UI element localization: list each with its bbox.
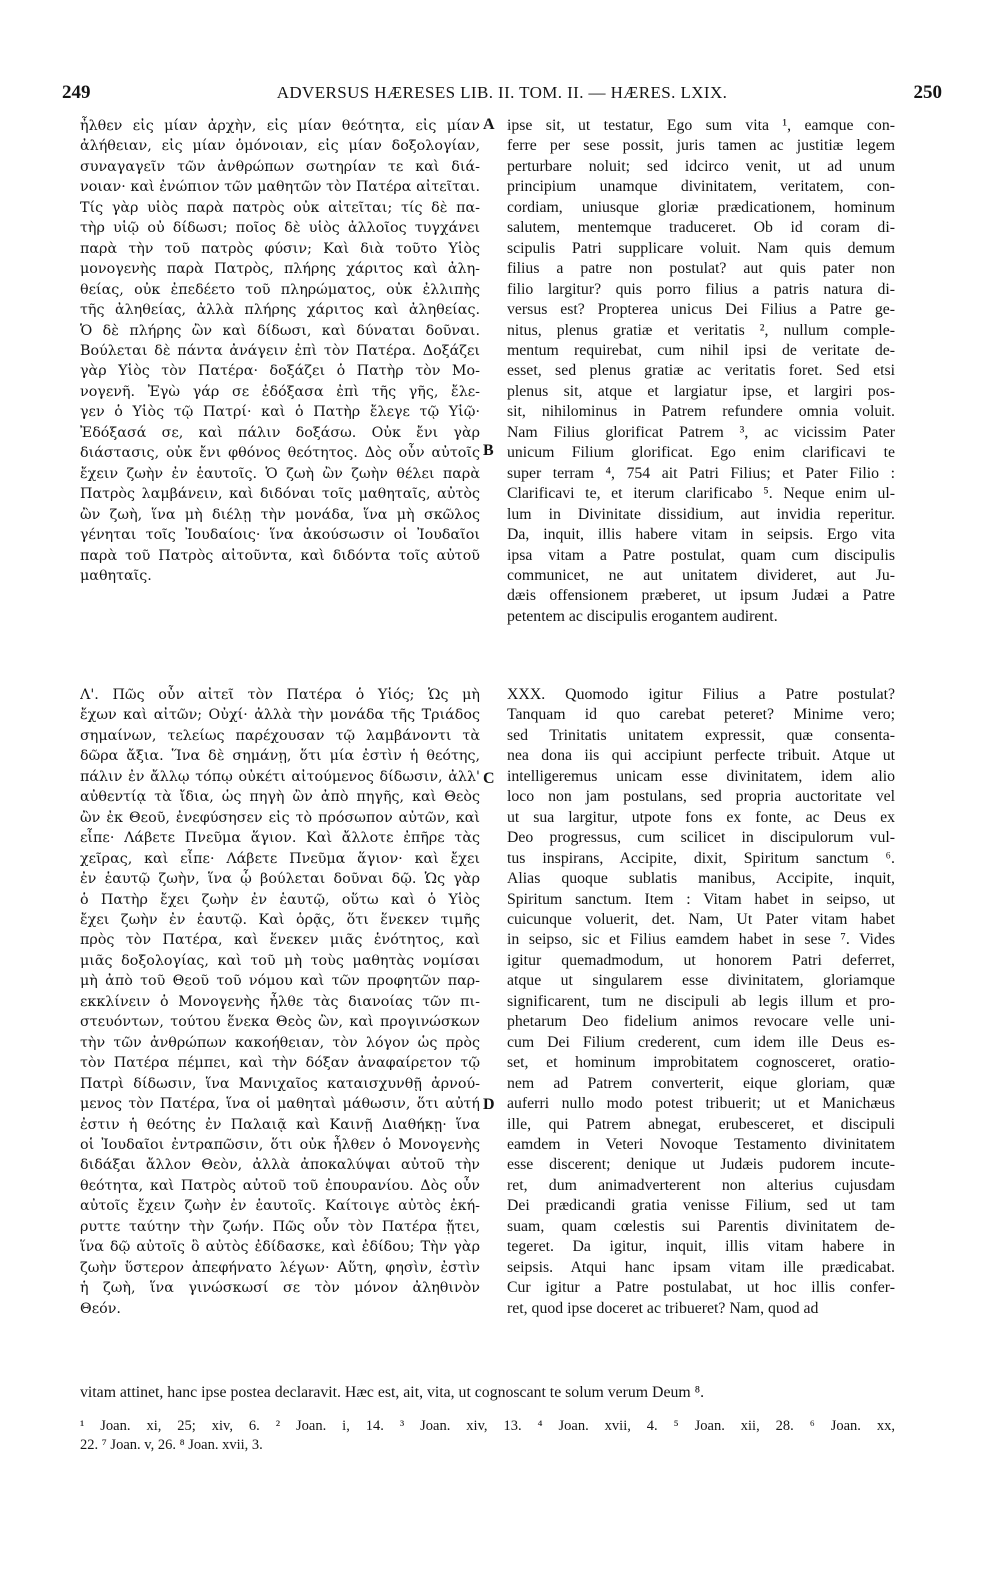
margin-letter-d: D (483, 1096, 495, 1113)
text-line: cordiam, uniusque gloriæ prædicationem, hominum (507, 198, 895, 216)
text-line: αὐθεντίᾳ τὰ ἴδια, ὡς πηγὴ ὢν ἀπὸ πηγῆς, καὶ Θεὸς (80, 789, 480, 806)
text-line: versus est? Propterea unicus Dei Filius a Patre ge- (507, 301, 895, 319)
text-line: ret, quod ipse doceret ac tribueret? Nam, quod ad (507, 1299, 819, 1317)
text-line: XXX. Quomodo igitur Filius a Patre postulat? (507, 686, 895, 703)
text-line: plenus sit, atque et largiatur ipse, et largiri pos- (507, 382, 895, 400)
text-line: sed Trinitatis unitatem expressit, quæ consenta- (507, 726, 895, 744)
text-line: ἵνα δῷ αὐτοῖς ὃ αὐτὸς ἐδίδασκε, καὶ ἐδίδου; Τὴν γὰρ (80, 1239, 480, 1256)
text-line: Πατρὸς λαμβάνειν, καὶ διδόναι τοῖς μαθηταῖς, αὐτὸς (80, 486, 480, 503)
text-line: ἐν ἑαυτῷ ζωὴν, ἵνα ᾧ βούλεται δοῦναι δῷ. Ὡς γὰρ (80, 871, 480, 888)
text-line: ille, qui Patrem abnegat, erubesceret, et discipuli (507, 1115, 895, 1133)
text-line: principium unamque divinitatem, veritatem, con- (507, 178, 895, 196)
text-line: μενος τὸν Πατέρα, ἵνα οἱ μαθηταὶ μάθωσιν, ὅτι αὐτή (80, 1096, 480, 1113)
text-line: Λ'. Πῶς οὖν αἰτεῖ τὸν Πατέρα ὁ Υἱός; Ὡς μὴ (80, 687, 480, 703)
text-line: ipse sit, ut testatur, Ego sum vita ¹, eamque con- (507, 117, 895, 134)
text-line: ἡ ζωὴ, ἵνα γινώσκωσί σε τὸν μόνον ἀληθινὸν (80, 1280, 480, 1297)
text-line: nea dona iis qui accipiunt perfecte tribuit. Atque ut (507, 747, 895, 765)
text-line: στευόντων, τούτου ἕνεκα Θεὸς ὢν, καὶ προγινώσκων (80, 1014, 480, 1031)
text-line: διάστασις, οὐκ ἔνι φθόνος θεότητος. Δὸς οὖν αὐτοῖς (80, 445, 480, 462)
text-line: 22. ⁷ Joan. v, 26. ⁸ Joan. xvii, 3. (80, 1437, 263, 1453)
text-line: εκκλίνειν ὁ Μονογενὴς ἦλθε τὰς διανοίας τῶν πι- (80, 993, 480, 1010)
footnotes (80, 1417, 895, 1455)
text-line: γένηται τοῖς Ἰουδαίοις· ἵνα ἀκούσωσιν οἱ Ἰουδαῖοι (80, 527, 480, 544)
text-line: μαθηταῖς. (80, 567, 152, 584)
text-line: εἶπε· Λάβετε Πνεῦμα ἅγιον. Καὶ ἄλλοτε ἐπῆρε τὰς (80, 830, 480, 847)
margin-letter-a: A (483, 116, 495, 133)
text-line: esse discerent; denique ut Judæis pudorem incute- (507, 1156, 895, 1174)
text-line: συναγαγεῖν τῶν ἀνθρώπων σωτηρίαν τε καὶ διά- (80, 158, 480, 175)
text-line: ut sua largitur, utpote fons ex fonte, ac Deus ex (507, 808, 895, 826)
text-line: salutem, mentemque traduceret. Ob id coram di- (507, 219, 895, 237)
page-number-left: 249 (62, 82, 91, 103)
text-line: ἔχων καὶ αἰτῶν; Οὐχί· ἀλλὰ τὴν μονάδα τῆς Τριάδος (80, 707, 480, 724)
text-line: Nam Filius glorificat Patrem ³, ac vicissim Pater (507, 423, 895, 441)
latin-column-block-2 (507, 685, 895, 1319)
text-line: ¹ Joan. xi, 25; xiv, 6. ² Joan. i, 14. ³ Joan. xiv, 13. ⁴ Joan. xvii, 4. ⁵ Joan. xii, 28. ⁶ Joan. xx, (80, 1418, 895, 1434)
text-line: σημαίνων, τελείως παρέχουσαν τῷ λαμβάνοντι τὰ (80, 727, 480, 744)
text-line: Alias quoque sublatis manibus, Accipite, inquit, (507, 870, 895, 888)
text-line: ἔχειν ζωὴν ἐν ἑαυτοῖς. Ὁ ζωὴ ὢν ζωὴν θέλει παρὰ (80, 465, 480, 482)
text-line: μονογενὴς παρὰ Πατρὸς, πλήρης χάριτος καὶ ἀλη- (80, 261, 480, 278)
text-line: παρὰ τὴν τοῦ πατρὸς φύσιν; Καὶ διὰ τοῦτο Υἱὸς (80, 240, 480, 257)
text-line: communicet, ne aut unitatem divideret, aut Ju- (507, 566, 895, 584)
text-line: set, et hominum improbitatem cognosceret, oratio- (507, 1054, 895, 1072)
text-line: τὸν Πατέρα πέμπει, καὶ τὴν δόξαν ἀναφαίρετον τῷ (80, 1055, 480, 1072)
text-line: ὁ Πατὴρ ἔχει ζωὴν ἐν ἑαυτῷ, οὕτω καὶ ὁ Υἱὸς (80, 891, 480, 908)
text-line: significarent, tum ne discipuli ab legis illum et pro- (507, 992, 895, 1010)
text-line: lum in Divinitate dissidium, aut invidia reperitur. (507, 505, 895, 523)
text-line: νοιαν· καὶ ἐνώπιον τῶν μαθητῶν τὸν Πατέρα αἰτεῖται. (80, 179, 480, 196)
text-line: ἔχει ζωὴν ἐν ἑαυτῷ. Καὶ ὁρᾷς, ὅτι ἕνεκεν τιμῆς (80, 911, 480, 928)
text-line: super terram ⁴, 754 ait Patri Filius; et Pater Filio : (507, 464, 895, 482)
text-line: Πατρὶ δίδωσιν, ἵνα Μανιχαῖος καταισχυνθῇ ἀρνού- (80, 1075, 480, 1092)
greek-column-block-1 (80, 116, 480, 586)
text-line: Ἐδόξασά σε, καὶ πάλιν δοξάσω. Οὐκ ἔνι γὰρ (80, 424, 480, 441)
text-line: νογενῆ. Ἐγὼ γάρ σε ἐδόξασα ἐπὶ τῆς γῆς, ἔλε- (80, 383, 480, 400)
text-line: διδάξαι ἄλλον Θεὸν, ἀλλὰ ἀποκαλύψαι αὐτοῦ τὴν (80, 1157, 480, 1174)
text-line: αὐτοῖς ἔχειν ζωὴν ἐν ἑαυτοῖς. Καίτοιγε αὐτὸς ἐκή- (80, 1198, 480, 1215)
running-head (62, 82, 942, 108)
margin-letter-b: B (483, 442, 494, 459)
latin-column-block-1 (507, 116, 895, 627)
text-line: Τίς γὰρ υἱὸς παρὰ πατρὸς οὐκ αἰτεῖται; τίς δὲ πα- (80, 199, 480, 216)
text-line: τῆς ἀληθείας, ἀλλὰ πλήρης χάριτος καὶ ἀληθείας. (80, 302, 480, 319)
text-line: ζωὴν ὕστερον ἀπεφήνατο λέγων· Αὕτη, φησὶν, ἐστὶν (80, 1259, 480, 1276)
text-line: πάλιν ἐν ἄλλῳ τόπῳ οὐκέτι αἰτούμενος δίδωσιν, ἀλλ' (80, 768, 480, 785)
text-line: πρὸς τὸν Πατέρα, καὶ ἕνεκεν μιᾶς ἑνότητος, καὶ (80, 932, 480, 949)
text-line: igitur quemadmodum, ut honorem Patri deferret, (507, 951, 895, 969)
text-line: θεότητα, καὶ Πατρὸς αὐτοῦ τοῦ ἐπουρανίου. Δὸς οὖν (80, 1177, 480, 1194)
text-line: θείας, οὐκ ἐπεδέετο τοῦ πληρώματος, οὐκ ἐλλιπὴς (80, 281, 480, 298)
text-line: χεῖρας, καὶ εἶπε· Λάβετε Πνεῦμα ἅγιον· καὶ ἔχει (80, 850, 480, 867)
text-line: ipsa vitam a Patre postulat, quam cum discipulis (507, 546, 895, 564)
text-line: sit, nihilominus in Patrem refundere omnia voluit. (507, 403, 895, 421)
text-line: perturbare noluit; sed idcirco venit, ut ad unum (507, 157, 895, 175)
text-line: unicum Filium glorificat. Ego enim clarificavi te (507, 444, 895, 462)
text-line: atque ut singularem esse divinitatem, gloriamque (507, 972, 895, 990)
text-line: cuicunque voluerit, det. Nam, Ut Pater vitam habet (507, 910, 895, 928)
text-line: cum Dei Filium crederent, cum idem ille Deus es- (507, 1033, 895, 1051)
text-line: nitus, plenus gratiæ et veritatis ², nullum comple- (507, 321, 895, 339)
text-line: Βούλεται δὲ πάντα ἀνάγειν ἐπὶ τὸν Πατέρα. Δοξάζει (80, 342, 480, 359)
text-line: mentum requirebat, cum nihil ipsi de veritate de- (507, 341, 895, 359)
text-line: Cur igitur a Patre postulabat, ut hoc illis confer- (507, 1279, 895, 1297)
text-line: tegeret. Da igitur, inquit, illis vitam habere in (507, 1238, 895, 1256)
text-line: filio largitur? quis porro filius a patris natura di- (507, 280, 895, 298)
text-line: ἐστιν ἡ θεότης ἐν Παλαιᾷ καὶ Καινῇ Διαθήκῃ· ἵνα (80, 1116, 480, 1133)
text-line: μιᾶς δοξολογίας, καὶ τοῦ μὴ τοὺς μαθητὰς νομίσαι (80, 952, 480, 969)
text-line: μὴ ἀπὸ τοῦ Θεοῦ τοῦ νόμου καὶ τῶν προφητῶν παρ- (80, 973, 480, 990)
text-line: scipulis Patri supplicare voluit. Nam quis demum (507, 239, 895, 257)
text-line: eamdem in Veteri Novoque Testamento divinitatem (507, 1135, 895, 1153)
text-line: Θεόν. (80, 1300, 121, 1317)
text-line: ἦλθεν εἰς μίαν ἀρχὴν, εἰς μίαν θεότητα, εἰς μίαν (80, 118, 480, 134)
text-line: οἱ Ἰουδαῖοι ἐντραπῶσιν, ὅτι οὐκ ἦλθεν ὁ Μονογενὴς (80, 1136, 480, 1153)
text-line: ἀλήθειαν, εἰς μίαν ὁμόνοιαν, εἰς μίαν δοξολογίαν, (80, 138, 480, 155)
text-line: petentem ac discipulis erogantem audirent. (507, 607, 778, 625)
text-line: auferri nullo modo potest tribuerit; ut et Manichæus (507, 1095, 895, 1113)
text-line: Clarificavi te, et iterum clarificabo ⁵. Neque enim ul- (507, 485, 895, 503)
margin-letter-c: C (483, 770, 495, 787)
text-line: Tanquam id quo carebat peteret? Minime vero; (507, 706, 895, 724)
text-line: γεν ὁ Υἱὸς τῷ Πατρί· καὶ ὁ Πατὴρ ἔλεγε τῷ Υἱῷ· (80, 404, 480, 421)
text-line: ὢν ἐκ Θεοῦ, ἐνεφύσησεν εἰς τὸ πρόσωπον αὐτῶν, καὶ (80, 809, 480, 826)
text-line: esset, sed plenus gratiæ ac veritatis foret. Sed etsi (507, 362, 895, 380)
text-line: ὢν ζωὴ, ἵνα μὴ διέλῃ τὴν μονάδα, ἵνα μὴ σκῶλος (80, 506, 480, 523)
text-line: γὰρ Υἱὸς τὸν Πατέρα· δοξάζει ὁ Πατὴρ τὸν Μο- (80, 363, 480, 380)
text-line: seipsis. Atqui hanc ipsam vitam ille prædicabat. (507, 1258, 895, 1276)
text-line: filius a patre non postulat? aut quis pater non (507, 260, 895, 278)
text-line: suam, quam cœlestis sui Parentis divinitatem de- (507, 1217, 895, 1235)
text-line: Da, inquit, illis habere vitam in seipsis. Ergo vita (507, 526, 895, 544)
text-line: Deo progressus, cum scilicet in discipulorum vul- (507, 829, 895, 847)
running-title: ADVERSUS HÆRESES LIB. II. TOM. II. — HÆRES. LXIX. (276, 83, 728, 102)
text-line: τὴν τῶν ἀνθρώπων κακοήθειαν, τὸν λόγον ὡς πρὸς (80, 1034, 480, 1051)
text-line: nem ad Patrem converterit, eique gloriam, quæ (507, 1074, 895, 1092)
text-line: ρυττε ταύτην τὴν ζωήν. Πῶς οὖν τὸν Πατέρα ᾔτει, (80, 1218, 480, 1235)
text-line: ret, dum animadverterent non alterius cujusdam (507, 1176, 895, 1194)
text-line: loco non jam postulans, sed propria auctoritate vel (507, 788, 895, 806)
text-line: tus inspirans, Accipite, dixit, Spiritum sanctum ⁶. (507, 849, 895, 867)
text-line: Dei prædicandi gratia venisse Filium, sed ut tam (507, 1197, 895, 1215)
text-line: Spiritum sanctum. Item : Vitam habet in seipso, ut (507, 890, 895, 908)
text-line: παρὰ τοῦ Πατρὸς αἰτοῦντα, καὶ διδόντα τοῖς αὐτοῦ (80, 547, 480, 564)
text-line: dæis offensionem præberet, ut ipsum Judæi a Patre (507, 587, 895, 605)
latin-full-width-line: vitam attinet, hanc ipse postea declaravit. Hæc est, ait, vita, ut cognoscant te solum verum Deum ⁸. (80, 1384, 705, 1401)
page-number-right: 250 (913, 82, 942, 103)
text-line: phetarum Deo fidelium animos revocare velle uni- (507, 1013, 895, 1031)
text-line: Ὁ δὲ πλήρης ὢν καὶ δίδωσι, καὶ δύναται δοῦναι. (80, 322, 480, 339)
greek-column-block-2 (80, 685, 480, 1319)
text-line: in seipso, sic et Filius eamdem habet in sese ⁷. Vides (507, 931, 895, 949)
text-line: ferre per sese possit, juris tamen ac justitiæ legem (507, 137, 895, 155)
text-line: intelligeremus unicam esse divinitatem, idem alio (507, 767, 895, 785)
text-line: τὴρ υἱῷ οὐ δίδωσι; ποῖος δὲ υἱὸς ἀλλοῖος τυγχάνει (80, 220, 480, 237)
text-line: δῶρα ἄξια. Ἵνα δὲ σημάνῃ, ὅτι μία ἐστὶν ἡ θεότης, (80, 748, 480, 765)
